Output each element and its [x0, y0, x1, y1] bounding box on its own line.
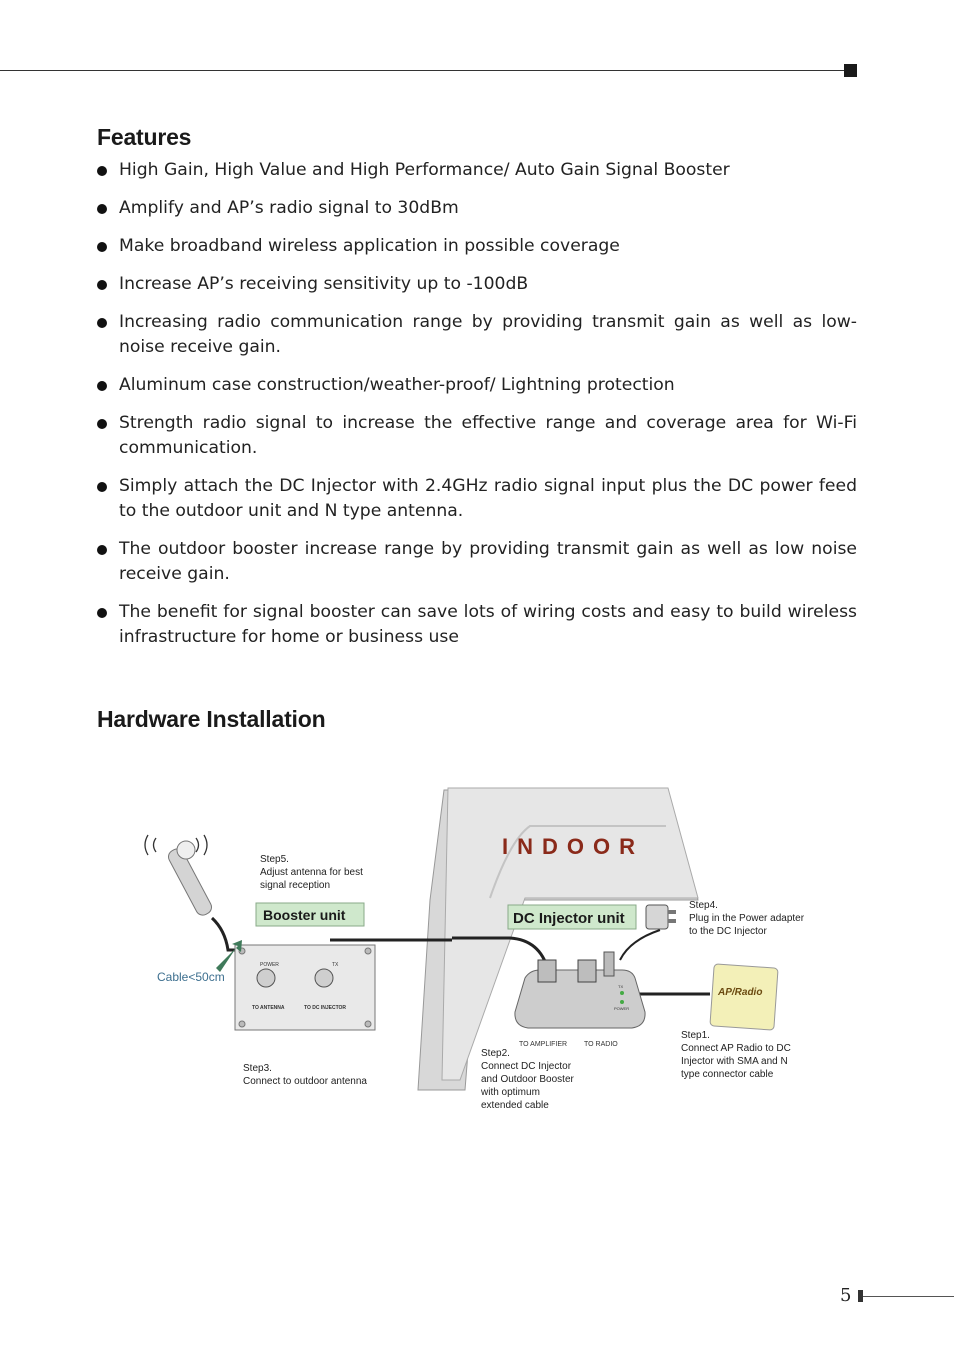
booster-to-antenna: TO ANTENNA	[252, 1005, 285, 1011]
bullet-icon	[97, 204, 107, 214]
power-adapter-icon	[646, 905, 676, 929]
feature-item: The benefit for signal booster can save lots of wiring costs and easy to build wireless infrastructure for home or business use	[97, 600, 857, 650]
footer-rule	[863, 1296, 954, 1297]
booster-to-dc-injector: TO DC INJECTOR	[304, 1005, 347, 1011]
cable-note: Cable<50cm	[157, 970, 225, 984]
step5-text: Step5. Adjust antenna for best signal reception	[260, 854, 363, 891]
header-rule	[0, 70, 848, 71]
injector-tx-led: TX	[618, 984, 624, 989]
feature-item: Aluminum case construction/weather-proof/ Lightning protection	[97, 373, 857, 398]
feature-item: The outdoor booster increase range by providing transmit gain as well as low noise receive gain.	[97, 537, 857, 587]
injector-power-led: POWER	[614, 1006, 630, 1011]
feature-item: Increase AP’s receiving sensitivity up to -100dB	[97, 272, 857, 297]
bullet-icon	[97, 608, 107, 618]
indoor-label: INDOOR	[502, 834, 644, 859]
dc-injector-unit-label: DC Injector unit	[513, 910, 625, 927]
bullet-icon	[97, 318, 107, 328]
step1-text: Step1. Connect AP Radio to DC Injector with SMA and N type connector cable	[681, 1030, 791, 1080]
antenna-icon	[145, 835, 214, 918]
feature-item: Strength radio signal to increase the effective range and coverage area for Wi-Fi communication.	[97, 411, 857, 461]
step4-text: Step4. Plug in the Power adapter to the DC Injector	[689, 900, 805, 937]
booster-unit-label: Booster unit	[263, 907, 346, 923]
injector-to-radio: TO RADIO	[584, 1041, 618, 1048]
dc-injector-unit	[515, 952, 645, 1028]
feature-item: Amplify and AP’s radio signal to 30dBm	[97, 196, 857, 221]
step2-text: Step2. Connect DC Injector and Outdoor Booster with optimum extended cable	[481, 1048, 574, 1111]
booster-unit	[235, 945, 375, 1030]
features-list	[97, 158, 857, 663]
bullet-icon	[97, 280, 107, 290]
bullet-icon	[97, 381, 107, 391]
booster-tx-port: TX	[332, 962, 339, 968]
features-heading: Features	[97, 124, 192, 150]
header-marker	[844, 64, 857, 77]
bullet-icon	[97, 242, 107, 252]
step3-text: Step3. Connect to outdoor antenna	[243, 1063, 367, 1087]
bullet-icon	[97, 545, 107, 555]
feature-item: Make broadband wireless application in possible coverage	[97, 234, 857, 259]
page-number: 5	[840, 1285, 852, 1306]
bullet-icon	[97, 166, 107, 176]
bullet-icon	[97, 482, 107, 492]
power-cable	[620, 930, 660, 960]
ap-radio-label: AP/Radio	[718, 987, 763, 998]
feature-item: High Gain, High Value and High Performance/ Auto Gain Signal Booster	[97, 158, 857, 183]
hardware-installation-heading: Hardware Installation	[97, 706, 326, 732]
feature-item: Increasing radio communication range by providing transmit gain as well as low-noise receive gain.	[97, 310, 857, 360]
injector-to-amplifier: TO AMPLIFIER	[519, 1041, 568, 1048]
booster-power-port: POWER	[260, 962, 279, 968]
installation-diagram	[130, 780, 830, 1120]
feature-item: Simply attach the DC Injector with 2.4GHz radio signal input plus the DC power feed to the outdoor unit and N type antenna.	[97, 474, 857, 524]
bullet-icon	[97, 419, 107, 429]
